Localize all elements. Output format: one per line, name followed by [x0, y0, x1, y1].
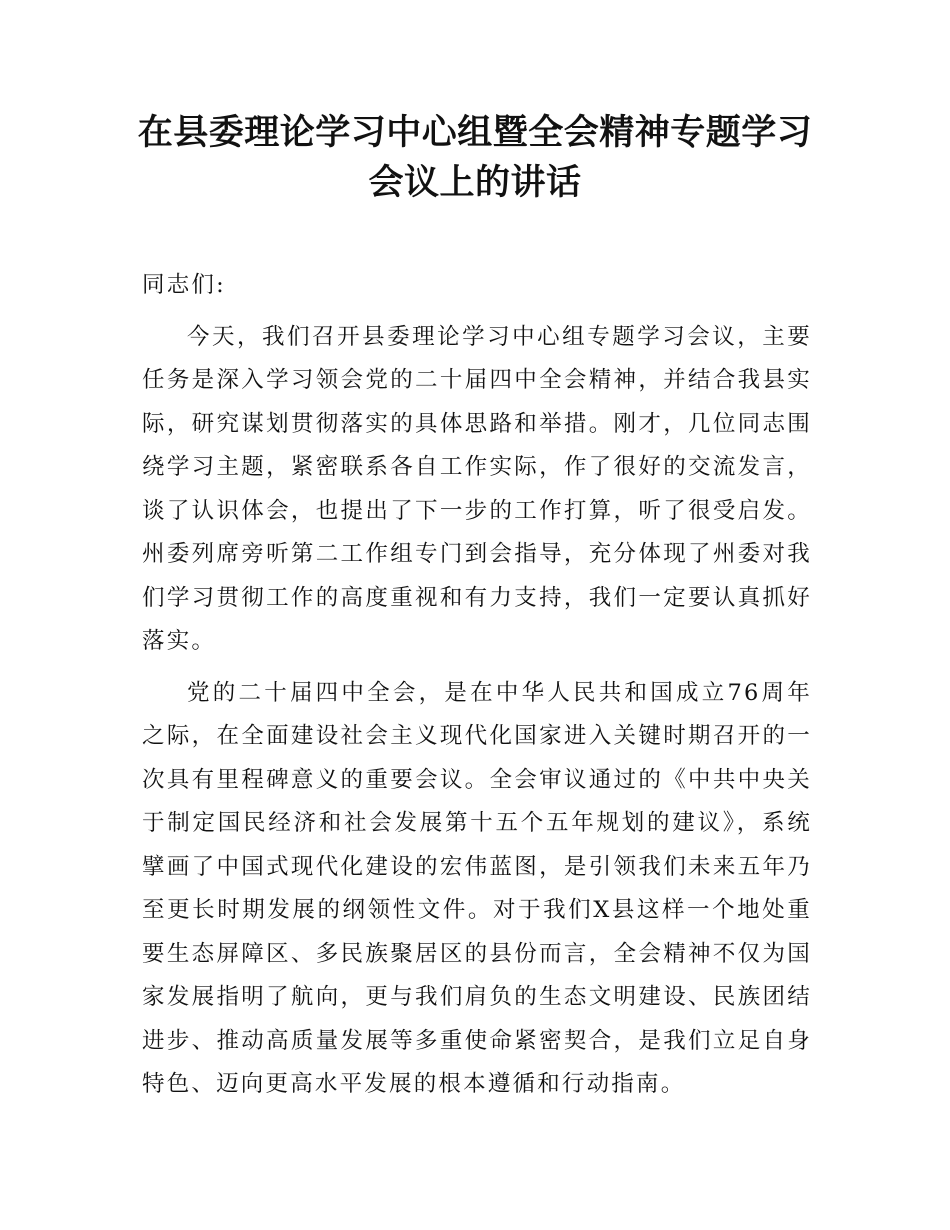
salutation: 同志们:: [142, 272, 226, 298]
title-line-2: 会议上的讲话: [368, 162, 582, 203]
paragraph-2: 党的二十届四中全会，是在中华人民共和国成立76周年之际，在全面建设社会主义现代化国家进入关键时期召开的一次具有里程碑意义的重要会议。全会审议通过的《中共中央关于制定国民经济和社会发展第十五个五年规划的建议》，系统擘画了中国式现代化建设的宏伟蓝图，是引领我们未来五年乃至更长时期发展的纲领性文件。对于我们X县这样一个地处重要生态屏障区、多民族聚居区的县份而言，全会精神不仅为国家发展指明了航向，更与我们肩负的生态文明建设、民族团结进步、推动高质量发展等多重使命紧密契合，是我们立足自身特色、迈向更高水平发展的根本遵循和行动指南。: [142, 679, 812, 1097]
paragraph-1: 今天，我们召开县委理论学习中心组专题学习会议，主要任务是深入学习领会党的二十届四中全会精神，并结合我县实际，研究谋划贯彻落实的具体思路和举措。刚才，几位同志围绕学习主题，紧密联系各自工作实际，作了很好的交流发言，谈了认识体会，也提出了下一步的工作打算，听了很受启发。州委列席旁听第二工作组专门到会指导，充分体现了州委对我们学习贯彻工作的高度重视和有力支持，我们一定要认真抓好落实。: [142, 323, 812, 654]
document-body: [142, 264, 812, 1115]
title-line-1: 在县委理论学习中心组暨全会精神专题学习: [137, 112, 813, 153]
document-title: [100, 108, 850, 208]
